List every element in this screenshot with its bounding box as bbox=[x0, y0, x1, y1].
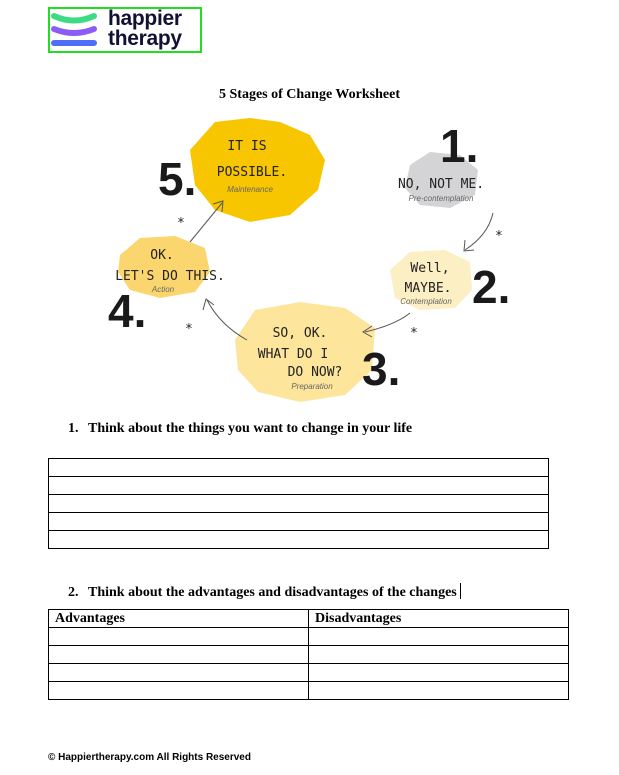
stage-2-number: 2. bbox=[472, 261, 511, 313]
stage-1-label: Pre-contemplation bbox=[408, 194, 474, 203]
stage-1-line1: NO, NOT ME. bbox=[397, 177, 485, 192]
table-cell[interactable] bbox=[49, 682, 309, 700]
stage-5-line1: IT IS bbox=[227, 139, 267, 154]
table-row bbox=[49, 628, 569, 646]
table-row bbox=[49, 513, 549, 531]
logo-line1: happier bbox=[108, 7, 182, 30]
table-cell[interactable] bbox=[309, 646, 569, 664]
table-cell[interactable] bbox=[309, 664, 569, 682]
header-advantages: Advantages bbox=[49, 610, 309, 628]
svg-text:*: * bbox=[185, 322, 193, 337]
stage-4-line1: OK. bbox=[150, 248, 174, 263]
stage-2-line1: Well, bbox=[410, 261, 450, 276]
table-cell[interactable] bbox=[49, 495, 549, 513]
table-row bbox=[49, 646, 569, 664]
table-cell[interactable] bbox=[49, 531, 549, 549]
stage-3-line1: SO, OK. bbox=[272, 326, 328, 341]
stage-3-line2: WHAT DO I bbox=[257, 347, 329, 362]
logo-line2: therapy bbox=[108, 27, 182, 50]
question-2-text: Think about the advantages and disadvantages of the changes bbox=[88, 585, 457, 600]
table-cell[interactable] bbox=[49, 513, 549, 531]
table-row bbox=[49, 682, 569, 700]
table-row bbox=[49, 477, 549, 495]
table-row bbox=[49, 459, 549, 477]
stage-4-label: Action bbox=[151, 285, 175, 294]
stage-1-number: 1. bbox=[440, 120, 479, 172]
question-2 bbox=[68, 583, 461, 601]
header-disadvantages: Disadvantages bbox=[309, 610, 569, 628]
changes-table bbox=[48, 458, 549, 549]
stage-3-label: Preparation bbox=[291, 382, 333, 391]
stage-2-label: Contemplation bbox=[400, 297, 452, 306]
stage-3-line3: DO NOW? bbox=[287, 365, 343, 380]
table-row bbox=[49, 495, 549, 513]
table-row bbox=[49, 531, 549, 549]
page-title: 5 Stages of Change Worksheet bbox=[219, 87, 400, 102]
table-cell[interactable] bbox=[49, 664, 309, 682]
table-cell[interactable] bbox=[49, 646, 309, 664]
question-1-text: Think about the things you want to change in your life bbox=[88, 421, 413, 436]
table-header-row bbox=[49, 610, 569, 628]
table-cell[interactable] bbox=[309, 682, 569, 700]
stage-5-label: Maintenance bbox=[227, 185, 273, 194]
table-cell[interactable] bbox=[49, 628, 309, 646]
question-2-number: 2. bbox=[68, 585, 79, 600]
svg-text:*: * bbox=[177, 216, 185, 231]
stage-2-line2: MAYBE. bbox=[404, 281, 452, 296]
stage-5-line2: POSSIBLE. bbox=[216, 165, 288, 180]
svg-text:*: * bbox=[410, 326, 418, 341]
table-cell[interactable] bbox=[49, 477, 549, 495]
table-cell[interactable] bbox=[309, 628, 569, 646]
stage-4-number: 4. bbox=[108, 285, 147, 337]
table-row bbox=[49, 664, 569, 682]
question-1-number: 1. bbox=[68, 421, 79, 436]
svg-text:*: * bbox=[495, 229, 503, 244]
footer-copyright: © Happiertherapy.com All Rights Reserved bbox=[48, 752, 251, 763]
text-cursor bbox=[460, 583, 461, 599]
stage-3-number: 3. bbox=[362, 343, 401, 395]
table-cell[interactable] bbox=[49, 459, 549, 477]
question-1 bbox=[68, 421, 412, 437]
pros-cons-table bbox=[48, 609, 569, 700]
stage-5-number: 5. bbox=[158, 153, 197, 205]
stage-4-line2: LET'S DO THIS. bbox=[115, 269, 225, 284]
